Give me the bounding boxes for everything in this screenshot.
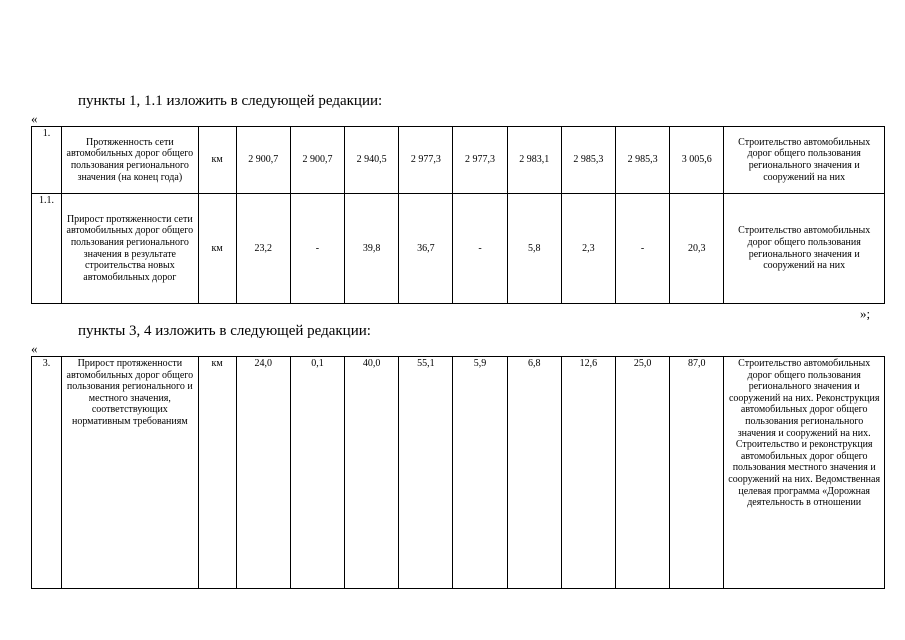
- value-cell: -: [290, 194, 344, 304]
- value-cell: 2 900,7: [236, 127, 290, 194]
- value-cell: 2 977,3: [399, 127, 453, 194]
- indicator-name: Прирост протяженности сети автомобильных дорог общего пользования регионального значения в результате строительства новых автомобильных дорог: [62, 194, 198, 304]
- value-cell: 20,3: [670, 194, 724, 304]
- unit-cell: км: [198, 127, 236, 194]
- note-cell: Строительство автомобильных дорог общего пользования регионального значения и сооружений на них: [724, 194, 885, 304]
- value-cell: 40,0: [345, 357, 399, 589]
- value-cell: 2 985,3: [616, 127, 670, 194]
- value-cell: 0,1: [290, 357, 344, 589]
- row-number: 1.1.: [32, 194, 62, 304]
- unit-cell: км: [198, 194, 236, 304]
- indicator-name: Протяженность сети автомобильных дорог общего пользования регионального значения (на конец года): [62, 127, 198, 194]
- value-cell: 24,0: [236, 357, 290, 589]
- value-cell: 2,3: [561, 194, 615, 304]
- value-cell: -: [616, 194, 670, 304]
- value-cell: 5,8: [507, 194, 561, 304]
- value-cell: 25,0: [616, 357, 670, 589]
- note-cell: Строительство автомобильных дорог общего пользования регионального значения и сооружений на них: [724, 127, 885, 194]
- intro-paragraph-2: пункты 3, 4 изложить в следующей редакции:: [78, 323, 371, 339]
- table-1: [31, 126, 885, 304]
- row-number: 1.: [32, 127, 62, 194]
- value-cell: 2 985,3: [561, 127, 615, 194]
- table-row: [32, 194, 885, 304]
- unit-cell: км: [198, 357, 236, 589]
- value-cell: 2 977,3: [453, 127, 507, 194]
- row-number: 3.: [32, 357, 62, 589]
- table-2: [31, 356, 885, 589]
- value-cell: 12,6: [561, 357, 615, 589]
- indicator-name: Прирост протяженности автомобильных дорог общего пользования регионального и местного значения, соответствующих нормативным требованиям: [62, 357, 198, 589]
- value-cell: 36,7: [399, 194, 453, 304]
- open-quote-1: «: [31, 111, 38, 126]
- value-cell: 39,8: [345, 194, 399, 304]
- value-cell: 55,1: [399, 357, 453, 589]
- value-cell: 23,2: [236, 194, 290, 304]
- value-cell: 2 983,1: [507, 127, 561, 194]
- note-cell: Строительство автомобильных дорог общего пользования регионального значения и сооружений на них. Реконструкция автомобильных дорог общего пользования регионального значения и сооружений на них. Строительство и реконструкция автомобильных дорог общего пользования местного значения и сооружений на них. Ведомственная целевая программа «Дорожная деятельность в отношении: [724, 357, 885, 589]
- close-quote-1: »;: [860, 306, 871, 321]
- open-quote-2: «: [31, 341, 38, 356]
- intro-paragraph-1: пункты 1, 1.1 изложить в следующей редакции:: [78, 93, 383, 109]
- value-cell: 87,0: [670, 357, 724, 589]
- value-cell: 5,9: [453, 357, 507, 589]
- value-cell: 2 900,7: [290, 127, 344, 194]
- value-cell: -: [453, 194, 507, 304]
- table-row: [32, 127, 885, 194]
- table-row: [32, 357, 885, 589]
- value-cell: 2 940,5: [345, 127, 399, 194]
- value-cell: 6,8: [507, 357, 561, 589]
- value-cell: 3 005,6: [670, 127, 724, 194]
